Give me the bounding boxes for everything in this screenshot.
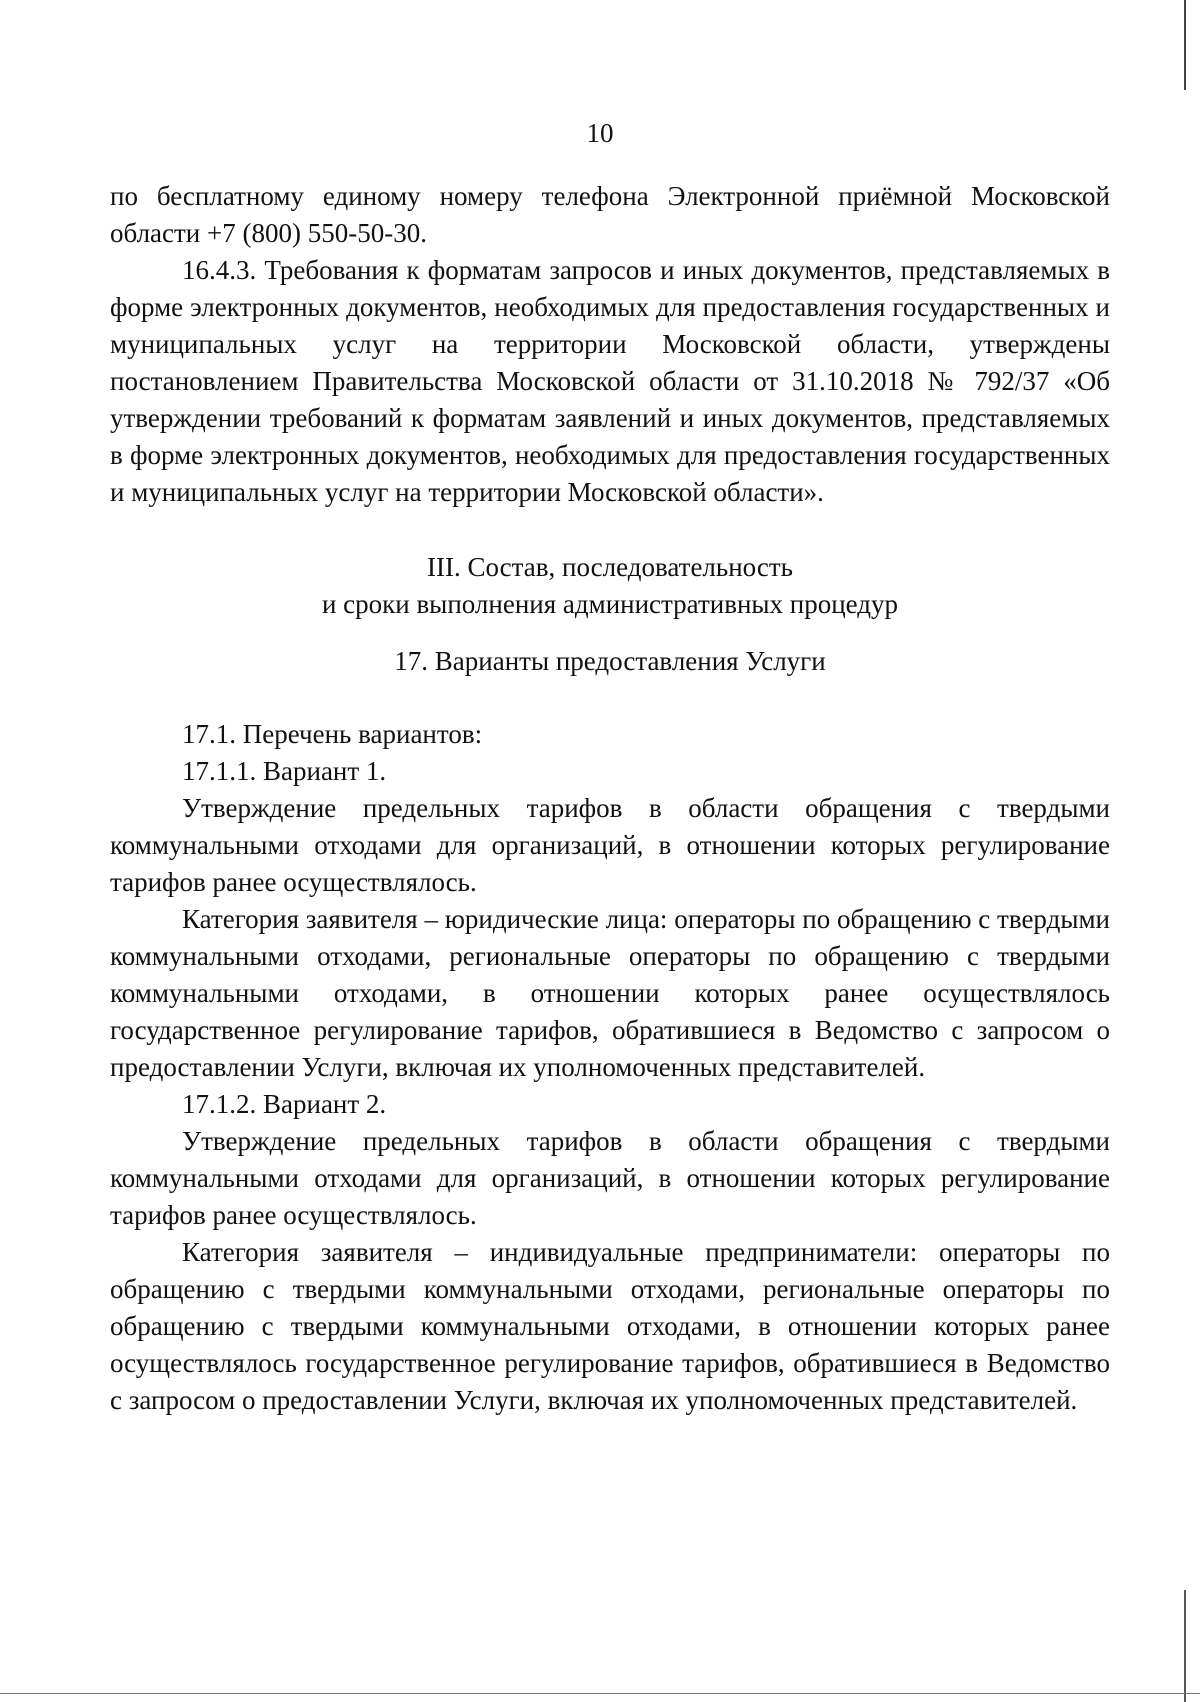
section-heading-line2: и сроки выполнения административных процедур — [321, 589, 899, 619]
scan-edge-mark — [1184, 0, 1186, 90]
scan-edge-mark — [0, 1693, 1200, 1694]
paragraph-phone: по бесплатному единому номеру телефона Электронной приёмной Московской области +7 (800) 550-50-30. — [110, 181, 1110, 248]
section-heading-line1: III. Состав, последовательность — [427, 552, 793, 582]
paragraph-17-1-2: 17.1.2. Вариант 2. — [182, 1089, 387, 1119]
paragraph-variant2-category: Категория заявителя – индивидуальные предприниматели: операторы по обращению с твердыми коммунальными отходами, региональные операторы по обращению с твердыми коммунальными отходами, в отношении которых ранее осуществлялось государственное регулирование тарифов, обратившиеся в Ведомство с запросом о предоставлении Услуги, включая их уполномоченных представителей. — [110, 1237, 1110, 1415]
paragraph-variant1-category: Категория заявителя – юридические лица: операторы по обращению с твердыми коммунальными отходами, региональные операторы по обращению с твердыми коммунальными отходами, в отношении которых ранее осуществлялось государственное регулирование тарифов, обратившиеся в Ведомство с запросом о предоставлении Услуги, включая их уполномоченных представителей. — [110, 904, 1110, 1082]
scan-edge-mark — [1184, 1590, 1186, 1702]
subsection-heading: 17. Варианты предоставления Услуги — [394, 646, 826, 676]
paragraph-variant2-description: Утверждение предельных тарифов в области обращения с твердыми коммунальными отходами для организаций, в отношении которых регулирование тарифов ранее осуществлялось. — [110, 1126, 1110, 1230]
paragraph-17-1-1: 17.1.1. Вариант 1. — [182, 756, 387, 786]
document-body — [110, 178, 1110, 1419]
page-number: 10 — [586, 118, 614, 148]
paragraph-17-1: 17.1. Перечень вариантов: — [182, 719, 483, 749]
paragraph-16-4-3: 16.4.3. Требования к форматам запросов и иных документов, представляемых в форме электронных документов, необходимых для предоставления государственных и муниципальных услуг на территории Московской области, утверждены постановлением Правительства Московской области от 31.10.2018 № 792/37 «Об утверждении требований к форматам заявлений и иных документов, представляемых в форме электронных документов, необходимых для предоставления государственных и муниципальных услуг на территории Московской области». — [110, 255, 1110, 507]
paragraph-variant1-description: Утверждение предельных тарифов в области обращения с твердыми коммунальными отходами для организаций, в отношении которых регулирование тарифов ранее осуществлялось. — [110, 793, 1110, 897]
